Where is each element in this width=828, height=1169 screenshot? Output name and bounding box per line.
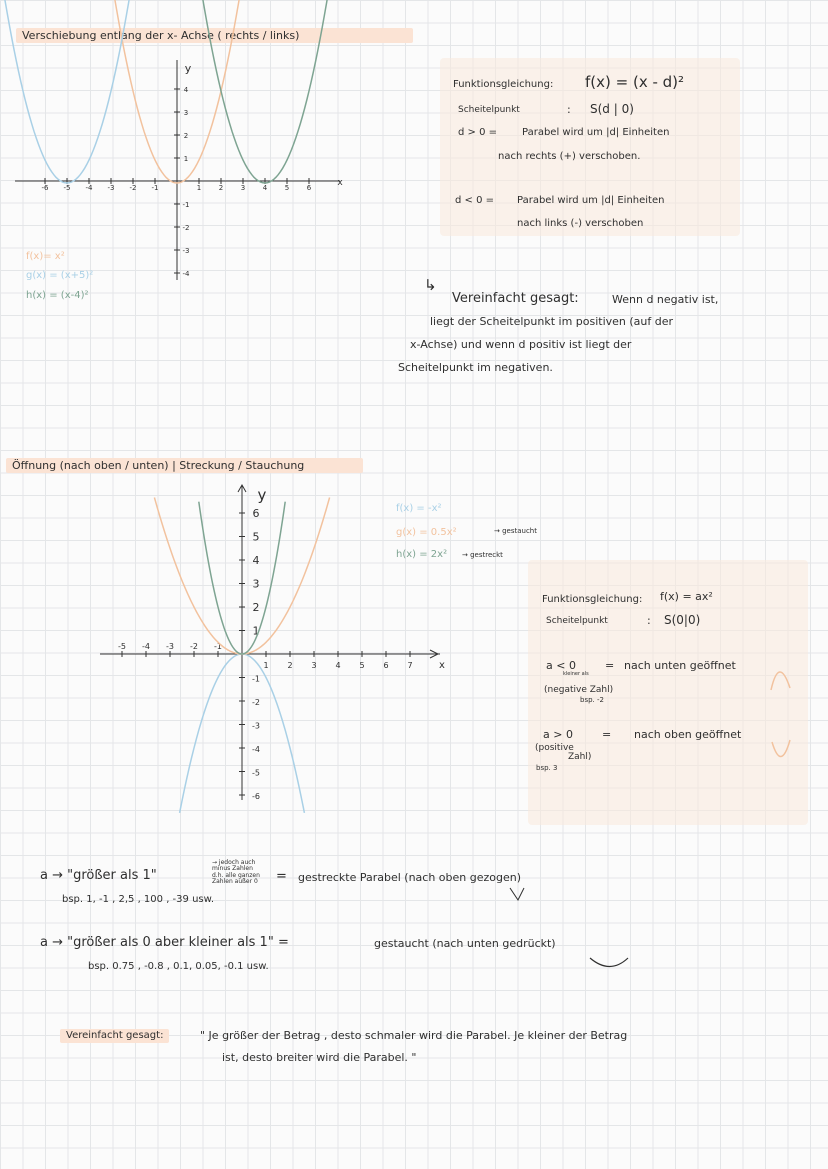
y-tick-label-2: -4 <box>252 745 260 754</box>
x-axis-label: x <box>337 178 343 188</box>
x-tick-label-2: -4 <box>142 642 150 651</box>
x-tick-label: -1 <box>151 184 159 192</box>
y-tick-label-2: 3 <box>252 577 260 591</box>
box2-neg-note2: bsp. -2 <box>580 696 604 704</box>
y-tick-label-2: 1 <box>252 624 260 638</box>
y-tick-label-2: 4 <box>252 554 260 567</box>
summary1-label: Vereinfacht gesagt: <box>452 291 579 306</box>
opening-up-sketch-icon <box>772 740 790 757</box>
summary1-line2: liegt der Scheitelpunkt im positiven (auf der <box>430 315 674 328</box>
opening-down-sketch-icon <box>771 672 790 690</box>
y-tick-label: -3 <box>182 247 190 255</box>
box2-pos-note2: Zahl) <box>568 752 592 762</box>
x-tick-label: -3 <box>107 184 115 192</box>
box1-colon: : <box>567 103 571 116</box>
summary1-line4: Scheitelpunkt im negativen. <box>398 361 553 374</box>
box2-neg-note1: (negative Zahl) <box>544 685 614 695</box>
legend-g2: g(x) = 0.5x² <box>396 527 457 538</box>
y-tick-label: -4 <box>182 270 190 278</box>
y-tick-label-2: -3 <box>252 721 260 731</box>
rule2-lead: a → "größer als 0 aber kleiner als 1" = <box>40 935 289 950</box>
rule1-result: gestreckte Parabel (nach oben gezogen) <box>298 871 522 884</box>
x-tick-label: 2 <box>218 184 224 192</box>
summary1-line1: Wenn d negativ ist, <box>612 293 719 306</box>
box2-pos-text: nach oben geöffnet <box>634 728 742 741</box>
rule2-curve-sketch-icon <box>590 958 628 967</box>
x-tick-label-2: 7 <box>407 661 413 670</box>
x-tick-label: 6 <box>306 184 312 192</box>
y-tick-label: 2 <box>183 132 189 140</box>
box1-label-function: Funktionsgleichung: <box>453 79 554 90</box>
legend-h1: h(x) = (x-4)² <box>26 290 89 301</box>
x-tick-label-2: 2 <box>287 661 293 670</box>
section1-heading: Verschiebung entlang der x- Achse ( rechts / links) <box>16 28 413 43</box>
x-tick-label: -6 <box>41 184 49 192</box>
rule1-eq: = <box>276 869 287 884</box>
y-axis-label-2: y <box>257 486 267 504</box>
x-tick-label-2: 6 <box>383 661 389 670</box>
x-tick-label-2: 1 <box>263 661 269 670</box>
y-tick-label-2: -5 <box>252 768 260 778</box>
box2-pos-cond: a > 0 <box>543 728 573 741</box>
rule1-small-note: → jedoch auch minus Zahlen d.h. alle ganzen Zahlen außer 0 <box>212 859 260 885</box>
box2-neg-text: nach unten geöffnet <box>624 659 736 672</box>
box2-neg-small: kleiner als <box>563 671 589 677</box>
legend-f1: f(x)= x² <box>26 251 65 262</box>
box2-formula: f(x) = ax² <box>660 590 713 603</box>
rule1-examples: bsp. 1, -1 , 2,5 , 100 , -39 usw. <box>62 894 215 905</box>
box2-neg-cond: a < 0 <box>546 659 576 672</box>
summary2-label: Vereinfacht gesagt: <box>60 1029 169 1043</box>
y-tick-label: -1 <box>182 201 190 209</box>
legend-g1: g(x) = (x+5)² <box>26 270 94 281</box>
box1-pos-text1: Parabel wird um |d| Einheiten <box>522 127 670 138</box>
y-tick-label-2: -2 <box>252 698 260 707</box>
y-tick-label: 3 <box>183 109 189 117</box>
section2-heading: Öffnung (nach oben / unten) | Streckung / Stauchung <box>6 458 363 473</box>
x-tick-label: 1 <box>196 184 202 192</box>
y-tick-label: 1 <box>183 155 189 163</box>
x-tick-label: 3 <box>240 184 246 192</box>
legend-f2: f(x) = -x² <box>396 503 442 514</box>
rule2-examples: bsp. 0.75 , -0.8 , 0.1, 0.05, -0.1 usw. <box>88 961 269 972</box>
x-tick-label-2: 5 <box>359 661 365 670</box>
y-tick-label-2: 2 <box>252 601 260 614</box>
x-tick-label-2: -5 <box>118 642 126 651</box>
box2-eq2: = <box>602 728 612 741</box>
legend-g2-note: → gestaucht <box>494 527 537 535</box>
box1-pos-cond: d > 0 = <box>458 127 498 138</box>
x-tick-label-2: -3 <box>166 642 174 651</box>
summary2-line1: " Je größer der Betrag , desto schmaler wird die Parabel. Je kleiner der Betrag <box>200 1029 628 1042</box>
x-tick-label-2: 3 <box>311 661 317 670</box>
box1-neg-text1: Parabel wird um |d| Einheiten <box>517 195 665 206</box>
box1-neg-cond: d < 0 = <box>455 195 495 206</box>
x-tick-label: -5 <box>63 184 71 192</box>
box1-formula: f(x) = (x - d)² <box>585 73 685 91</box>
box1-label-vertex: Scheitelpunkt <box>458 105 520 115</box>
y-tick-label: -2 <box>182 224 190 232</box>
x-tick-label-2: -2 <box>190 642 198 651</box>
x-tick-label-2: 4 <box>335 661 341 670</box>
summary1-line3: x-Achse) und wenn d positiv ist liegt der <box>410 338 632 351</box>
box2-label-function: Funktionsgleichung: <box>542 594 643 605</box>
x-tick-label: -4 <box>85 184 93 192</box>
y-tick-label-2: -1 <box>252 674 260 684</box>
box2-label-vertex: Scheitelpunkt <box>546 616 608 626</box>
box2-pos-note1: (positive <box>535 743 574 753</box>
legend-h2: h(x) = 2x² <box>396 549 448 560</box>
box2-vertex: S(0|0) <box>664 613 701 627</box>
y-tick-label-2: 6 <box>252 507 260 520</box>
y-axis-label: y <box>184 62 192 75</box>
legend-h2-note: → gestreckt <box>462 551 503 559</box>
box1-neg-text2: nach links (-) verschoben <box>517 218 644 229</box>
rule1-v-sketch-icon <box>510 888 524 900</box>
x-axis-label-2: x <box>439 660 445 671</box>
box2-eq1: = <box>605 659 615 672</box>
x-tick-label-2: -1 <box>214 642 222 651</box>
y-tick-label-2: -6 <box>252 792 260 801</box>
box1-pos-text2: nach rechts (+) verschoben. <box>498 151 641 162</box>
y-tick-label-2: 5 <box>252 530 260 544</box>
summary2-line2: ist, desto breiter wird die Parabel. " <box>222 1051 417 1064</box>
x-tick-label: 5 <box>284 184 290 192</box>
box2-pos-note3: bsp. 3 <box>536 764 558 772</box>
arrow-icon: ↳ <box>424 276 437 294</box>
box2-colon: : <box>647 614 651 627</box>
x-tick-label: 4 <box>262 184 268 192</box>
y-tick-label: 4 <box>183 86 189 94</box>
rule1-lead: a → "größer als 1" <box>40 868 157 883</box>
rule2-result: gestaucht (nach unten gedrückt) <box>374 937 556 950</box>
x-tick-label: -2 <box>129 184 137 192</box>
box1-vertex: S(d | 0) <box>590 102 634 116</box>
